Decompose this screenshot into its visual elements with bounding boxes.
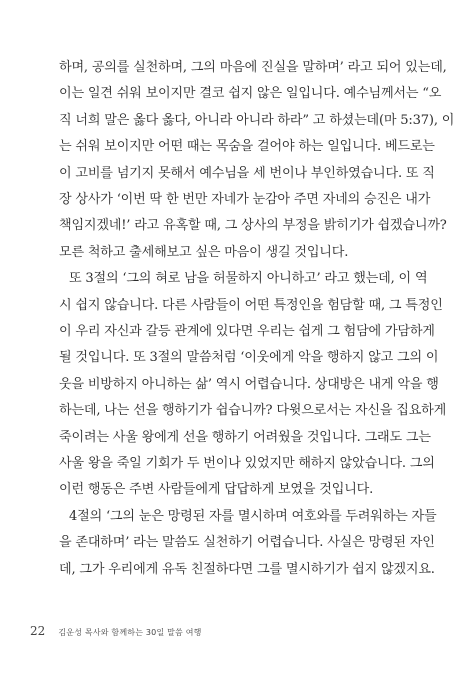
- page-number: 22: [30, 624, 46, 638]
- text-line: 이 고비를 넘기지 못해서 예수님을 세 번이나 부인하였습니다. 또 직: [59, 165, 435, 181]
- text-line: 될 것입니다. 또 3절의 말씀처럼 ‘이웃에게 악을 행하지 않고 그의 이: [59, 350, 439, 366]
- text-line: 또 3절의 ‘그의 혀로 남을 허물하지 아니하고’ 라고 했는데, 이 역: [69, 271, 428, 287]
- text-line: 직 너희 말은 옳다 옳다, 아니라 아니라 하라” 고 하셨는데(마 5:37), 이: [59, 112, 455, 128]
- text-line: 죽이려는 사울 왕에게 선을 행하기 어려웠을 것입니다. 그래도 그는: [59, 429, 431, 445]
- text-line: 이는 일견 쉬워 보이지만 결코 쉽지 않은 일입니다. 예수님께서는 “오: [59, 86, 442, 102]
- running-title: 김운성 목사와 함께하는 30일 말씀 여행: [58, 628, 202, 637]
- text-line: 4절의 ‘그의 눈은 망령된 자를 멸시하며 여호와를 두려워하는 자들: [69, 508, 437, 524]
- text-line: 시 쉽지 않습니다. 다른 사람들이 어떤 특정인을 험담할 때, 그 특정인: [59, 297, 443, 313]
- text-line: 책임지겠네!’ 라고 유혹할 때, 그 상사의 부정을 밝히기가 쉽겠습니까?: [59, 218, 447, 234]
- text-line: 하며, 공의를 실천하며, 그의 마음에 진실을 말하며’ 라고 되어 있는데,: [59, 60, 447, 75]
- text-line: 장 상사가 ‘이번 딱 한 번만 자네가 눈감아 주면 자네의 승진은 내가: [59, 192, 431, 207]
- text-line: 데, 그가 우리에게 유독 친절하다면 그를 멸시하기가 쉽지 않겠지요.: [59, 561, 435, 577]
- text-line: 이 우리 자신과 갈등 관계에 있다면 우리는 쉽게 그 험담에 가담하게: [59, 324, 435, 339]
- text-line: 하는데, 나는 선을 행하기가 쉽습니까? 다윗으로서는 자신을 집요하게: [59, 403, 447, 419]
- page-footer: [30, 620, 202, 639]
- text-line: 이런 행동은 주변 사람들에게 답답하게 보였을 것입니다.: [59, 482, 374, 498]
- text-line: 는 쉬워 보이지만 어떤 때는 목숨을 걸어야 하는 일입니다. 베드로는: [59, 139, 435, 155]
- text-line: 웃을 비방하지 아니하는 삶’ 역시 어렵습니다. 상대방은 내게 악을 행: [59, 376, 439, 392]
- text-line: 모른 척하고 출세해보고 싶은 마음이 생길 것입니다.: [59, 244, 349, 260]
- text-line: 사울 왕을 죽일 기회가 두 번이나 있었지만 해하지 않았습니다. 그의: [59, 456, 435, 471]
- text-line: 을 존대하며’ 라는 말씀도 실천하기 어렵습니다. 사실은 망령된 자인: [59, 535, 435, 551]
